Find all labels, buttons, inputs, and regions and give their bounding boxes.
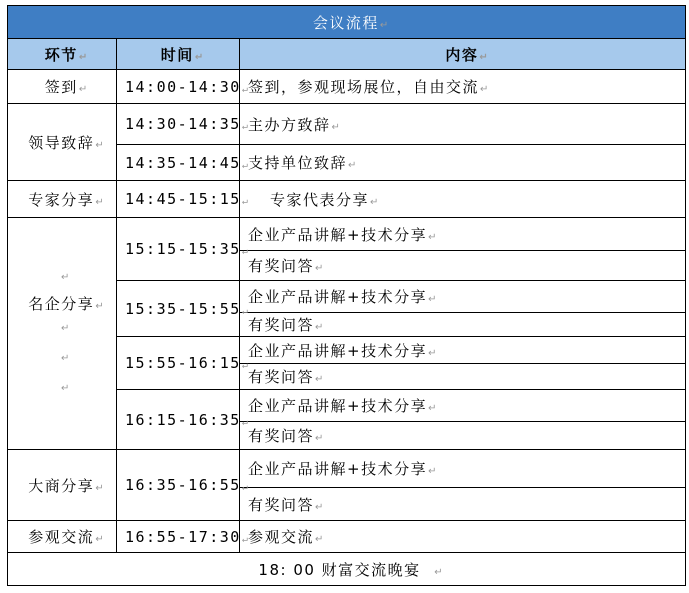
content-cell: 有奖问答↵ bbox=[240, 364, 686, 390]
time-cell: 14:30-14:35↵ bbox=[117, 104, 240, 145]
time-cell: 14:00-14:30↵ bbox=[117, 70, 240, 104]
content-cell: 企业产品讲解+技术分享↵ bbox=[240, 281, 686, 313]
content-cell: 企业产品讲解+技术分享↵ bbox=[240, 450, 686, 488]
time-cell: 14:35-14:45↵ bbox=[117, 145, 240, 181]
content-cell: 企业产品讲解+技术分享↵ bbox=[240, 218, 686, 251]
paragraph-mark: ↵ bbox=[61, 383, 71, 394]
stage-signin: 签到↵ bbox=[8, 70, 117, 104]
content-cell: 有奖问答↵ bbox=[240, 422, 686, 450]
title-row bbox=[8, 6, 686, 39]
time-cell: 16:55-17:30↵ bbox=[117, 521, 240, 553]
dinner-note: 18: 00 财富交流晚宴 ↵ bbox=[8, 553, 686, 586]
stage-dealers: 大商分享↵ bbox=[8, 450, 117, 521]
content-cell: 有奖问答↵ bbox=[240, 488, 686, 521]
agenda-page bbox=[7, 5, 685, 590]
table-row bbox=[8, 450, 686, 488]
paragraph-mark: ↵ bbox=[61, 272, 71, 283]
time-cell: 15:35-15:55↵ bbox=[117, 281, 240, 337]
table-row bbox=[8, 104, 686, 145]
agenda-title: 会议流程↵ bbox=[8, 6, 686, 39]
header-row bbox=[8, 39, 686, 70]
table-row bbox=[8, 218, 686, 251]
footer-row bbox=[8, 553, 686, 586]
content-cell: 企业产品讲解+技术分享↵ bbox=[240, 390, 686, 422]
table-row bbox=[8, 181, 686, 218]
time-cell: 16:35-16:55↵ bbox=[117, 450, 240, 521]
agenda-table bbox=[7, 5, 686, 586]
content-cell: 参观交流↵ bbox=[240, 521, 686, 553]
content-cell: 主办方致辞↵ bbox=[240, 104, 686, 145]
header-stage: 环节↵ bbox=[8, 39, 117, 70]
time-cell: 14:45-15:15↵ bbox=[117, 181, 240, 218]
stage-famous: ↵ 名企分享↵ ↵ ↵ ↵ bbox=[8, 218, 117, 450]
table-row bbox=[8, 70, 686, 104]
stage-leaders: 领导致辞↵ bbox=[8, 104, 117, 181]
content-cell: 有奖问答↵ bbox=[240, 251, 686, 281]
header-content: 内容↵ bbox=[240, 39, 686, 70]
paragraph-mark: ↵ bbox=[61, 353, 71, 364]
content-cell: 专家代表分享↵ bbox=[240, 181, 686, 218]
content-cell: 支持单位致辞↵ bbox=[240, 145, 686, 181]
time-cell: 15:55-16:15↵ bbox=[117, 337, 240, 390]
content-cell: 有奖问答↵ bbox=[240, 313, 686, 337]
time-cell: 16:15-16:35↵ bbox=[117, 390, 240, 450]
content-cell: 企业产品讲解+技术分享↵ bbox=[240, 337, 686, 364]
paragraph-mark: ↵ bbox=[61, 323, 71, 334]
content-cell: 签到，参观现场展位，自由交流↵ bbox=[240, 70, 686, 104]
time-cell: 15:15-15:35↵ bbox=[117, 218, 240, 281]
stage-expert: 专家分享↵ bbox=[8, 181, 117, 218]
stage-visit: 参观交流↵ bbox=[8, 521, 117, 553]
header-time: 时间↵ bbox=[117, 39, 240, 70]
table-row bbox=[8, 521, 686, 553]
